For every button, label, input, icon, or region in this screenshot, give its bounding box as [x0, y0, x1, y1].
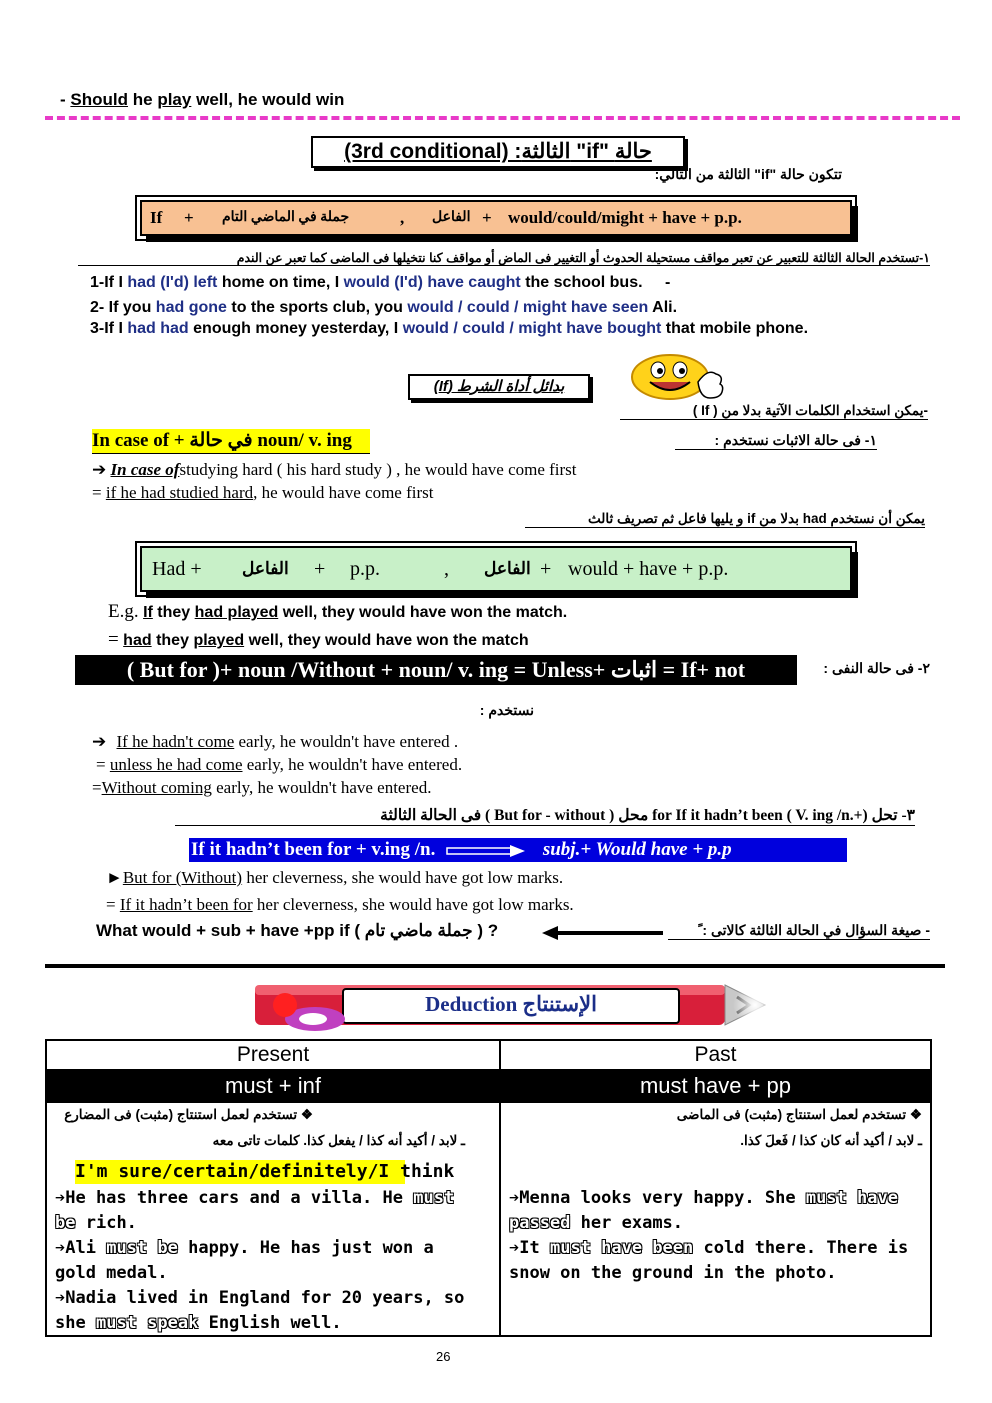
ex1-part-e: the school bus. — [525, 274, 643, 291]
pres-ex3-c: English well. — [208, 1313, 342, 1333]
third-conditional-title — [311, 136, 685, 168]
past-note-2: ـ لابد / أكيد أنه كان كذا / فَعلَ كذا. — [740, 1133, 922, 1148]
ex2-part-a: 2- If you — [90, 299, 152, 316]
arrow-icon: ➔ — [92, 460, 107, 479]
equals-sign: = — [92, 778, 102, 797]
past-header: Past — [500, 1040, 931, 1070]
had-formula-comma: , — [444, 558, 449, 580]
replace-formula-b: subj.+ Would have + p.p — [542, 839, 732, 860]
long-arrow-icon — [446, 844, 526, 858]
ex2-part-e: Ali. — [652, 299, 678, 316]
present-header: Present — [46, 1040, 500, 1070]
formula-modal: would/could/might + have + p.p. — [508, 208, 742, 227]
present-example-3 — [55, 1286, 485, 1336]
present-note-2: ـ لابد / أكيد أنه كذا / يفعل كذا. كلمات تاتى معه — [212, 1133, 465, 1148]
incase-example-a: In case of — [110, 460, 180, 479]
alternatives-banner — [408, 374, 590, 400]
past-note-1: ❖ تستخدم لعمل استنتاج (مثبت) فى الماضى — [676, 1107, 922, 1122]
eg-d: well, they would have won the match. — [282, 604, 568, 621]
third-conditional-title-text: (3rd conditional) :الثالثة "if" حالة — [344, 140, 652, 163]
play-word: play — [157, 90, 192, 109]
ex2-part-c: to the sports club, you — [231, 299, 403, 316]
triangle-bullet-icon: ► — [106, 868, 123, 887]
past-ex2-a: ➔It — [509, 1238, 540, 1258]
deduction-title-ar: الإستنتاج — [522, 992, 597, 1016]
left-arrow-icon — [540, 925, 665, 941]
past-example-1 — [509, 1186, 919, 1236]
should-rest: well, he would win — [196, 90, 345, 109]
replace-formula-bar — [189, 838, 847, 862]
eg-eq-c: played — [193, 632, 245, 649]
eg-eq-d: well, they would have won the match — [248, 632, 529, 649]
third-cond-example-3 — [90, 320, 808, 338]
pres-ex3-b: must speak — [95, 1313, 199, 1333]
question-label: - صيغة السؤال في الحالة الثالثة كالاتى : ً — [668, 922, 930, 940]
neg-ex3-b: early, he wouldn't have entered. — [216, 778, 432, 797]
equals-sign: = — [92, 483, 102, 502]
past-formula: must have + pp — [500, 1070, 931, 1102]
ex1-part-f: - — [665, 274, 671, 291]
ex2-part-d: would / could / might have seen — [407, 299, 649, 316]
ex3-part-e: that mobile phone. — [665, 320, 809, 337]
eg-c: had played — [194, 604, 279, 621]
ex2-part-b: had gone — [155, 299, 227, 316]
had-note: يمكن أن نستخدم had بدلا من if و يليها فاعل ثم تصريف ثالث — [525, 511, 925, 528]
arrow-icon: ➔ — [92, 732, 107, 751]
ex3-part-a: 3-If I — [90, 320, 123, 337]
had-formula-subject1: الفاعل — [242, 559, 289, 578]
replace-formula-a: If it hadn’t been for + v.ing /n. — [191, 839, 436, 860]
ex1-part-d: would (I'd) have caught — [343, 274, 521, 291]
present-cell — [46, 1102, 500, 1336]
present-example-1 — [55, 1186, 475, 1236]
eg-eq-sign: = — [108, 629, 119, 650]
neg-example-3 — [92, 778, 431, 798]
neg-ex3-a: Without coming — [101, 778, 212, 797]
bf-eq-b: her cleverness, she would have got low marks. — [256, 895, 574, 914]
present-signal-words: I'm sure/certain/definitely/I think — [75, 1161, 455, 1182]
had-formula-subject2: الفاعل — [484, 559, 531, 578]
pres-ex1-a: ➔He has three cars and a villa. He — [55, 1188, 403, 1208]
pres-ex1-b: must be — [55, 1188, 455, 1233]
eg-a: If — [143, 604, 153, 621]
bf-ex-a: But for (Without) — [122, 868, 243, 887]
past-ex1-a: ➔Menna looks very happy. She — [509, 1188, 796, 1208]
deduction-table — [45, 1039, 932, 1337]
ex1-part-c: home on time, I — [221, 274, 340, 291]
neg-example-1 — [92, 732, 458, 752]
pres-ex3-a: ➔Nadia lived in England for 20 years, so she — [55, 1288, 465, 1333]
ex1-part-b: had (I'd) left — [127, 274, 218, 291]
neg-example-2 — [96, 755, 462, 775]
section-divider — [45, 964, 945, 968]
negative-use-label: نستخدم : — [479, 702, 534, 718]
question-formula: What would + sub + have +pp if ( جملة ماضي تام ) ? — [96, 921, 499, 940]
negative-formula-bar: ( But for )+ noun /Without + noun/ v. ing = Unless+ اثبات = If+ not — [75, 655, 797, 685]
present-note-1: ❖ تستخدم لعمل استنتاج (مثبت) فى المضارع — [64, 1107, 313, 1122]
incase-example-b: studying hard ( his hard study ) , he would have come first — [179, 460, 577, 479]
incase-formula: In case of + في حالة noun/ v. ing — [92, 429, 370, 454]
third-cond-intro: تتكون حالة "if" الثالثة من التالي: — [654, 166, 842, 182]
past-example-2 — [509, 1236, 919, 1286]
third-cond-example-1 — [90, 274, 670, 292]
affirmative-label: ١- فى حالة الاثبات نستخدم : — [675, 432, 877, 450]
formula-subject: الفاعل — [432, 210, 471, 225]
incase-example — [92, 460, 577, 480]
equals-sign: = — [106, 895, 116, 914]
present-example-2 — [55, 1236, 475, 1286]
eg-label: E.g. — [108, 601, 139, 622]
formula-plus2: + — [482, 208, 492, 227]
alternatives-banner-text: بدائل أداة الشرط (If) — [433, 378, 565, 395]
had-formula-plus: + — [314, 558, 326, 580]
he-word: he — [132, 90, 153, 109]
third-cond-example-2 — [90, 299, 677, 317]
third-cond-usage: ١-تستخدم الحالة الثالثة للتعبير عن تعبر مواقف مستحيلة الحدوث أو التغيير فى الماض أو مواقف كنا نتخيلها فى الماضى كما تعبر عن الندم — [78, 250, 930, 266]
neg-ex1-a: If he hadn't come — [116, 732, 235, 751]
past-ex2-b: must have been — [549, 1238, 694, 1258]
incase-equivalent — [92, 483, 433, 503]
formula-clause: جملة في الماضي التام — [222, 210, 350, 225]
past-ex1-c: her exams. — [580, 1213, 684, 1233]
formula-plus1: + — [184, 208, 194, 227]
bf-eq-a: If it hadn’t been for — [119, 895, 253, 914]
pres-ex2-a: ➔Ali — [55, 1238, 96, 1258]
deduction-title-en: Deduction — [425, 992, 518, 1016]
had-formula-modal: would + have + p.p. — [568, 558, 729, 580]
incase-equivalent-a: if he had studied hard — [105, 483, 254, 502]
alternatives-intro: -يمكن استخدام الكلمات الآتية بدلا من ( If ) — [620, 403, 928, 420]
past-ex2-c: cold there. There is snow on the ground in the photo. — [509, 1238, 909, 1283]
pres-ex2-b: must be — [106, 1238, 178, 1258]
past-ex1-b: must have passed — [509, 1188, 898, 1233]
pres-ex1-c: rich. — [85, 1213, 137, 1233]
third-cond-formula-box — [140, 200, 852, 236]
ex3-part-b: had had — [127, 320, 189, 337]
had-formula-pp: p.p. — [350, 558, 380, 580]
had-example — [108, 601, 567, 623]
neg-ex2-b: early, he wouldn't have entered. — [246, 755, 463, 774]
should-word: Should — [70, 90, 129, 109]
dash: - — [60, 90, 66, 109]
had-example-equivalent — [108, 629, 529, 651]
ex3-part-c: enough money yesterday, I — [193, 320, 399, 337]
formula-comma: , — [400, 208, 405, 227]
should-example — [60, 90, 344, 110]
ex3-part-d: would / could / might have bought — [402, 320, 662, 337]
eg-eq-b: they — [156, 632, 189, 649]
butfor-equivalent — [106, 895, 574, 915]
butfor-example — [106, 868, 563, 888]
ex1-part-a: 1-If I — [90, 274, 123, 291]
had-formula-had: Had + — [152, 558, 202, 580]
replace-note: ٣- تحل for If it hadn’t been ( V. ing /n.+) محل ( But for - without ) فى الحالة الثالثة — [175, 806, 915, 826]
deduction-title — [343, 992, 679, 1017]
formula-if: If — [150, 208, 163, 227]
neg-ex2-a: unless he had come — [109, 755, 243, 774]
dashed-divider — [45, 116, 960, 120]
eg-eq-a: had — [123, 632, 152, 649]
neg-ex1-b: early, he wouldn't have entered . — [238, 732, 459, 751]
eg-b: they — [157, 604, 191, 621]
present-formula: must + inf — [46, 1070, 500, 1102]
had-formula-plus2: + — [540, 558, 552, 580]
negative-label: ٢- فى حالة النفى : — [823, 660, 930, 676]
equals-sign: = — [96, 755, 106, 774]
past-cell — [500, 1102, 931, 1336]
had-formula-box — [140, 546, 852, 592]
pres-ex2-c: happy. He has just won a gold medal. — [55, 1238, 434, 1283]
smiley-thumbs-up-icon — [628, 352, 730, 402]
incase-equivalent-b: , he would have come first — [253, 483, 434, 502]
bf-ex-b: her cleverness, she would have got low marks. — [246, 868, 564, 887]
page-number: 26 — [436, 1349, 451, 1364]
